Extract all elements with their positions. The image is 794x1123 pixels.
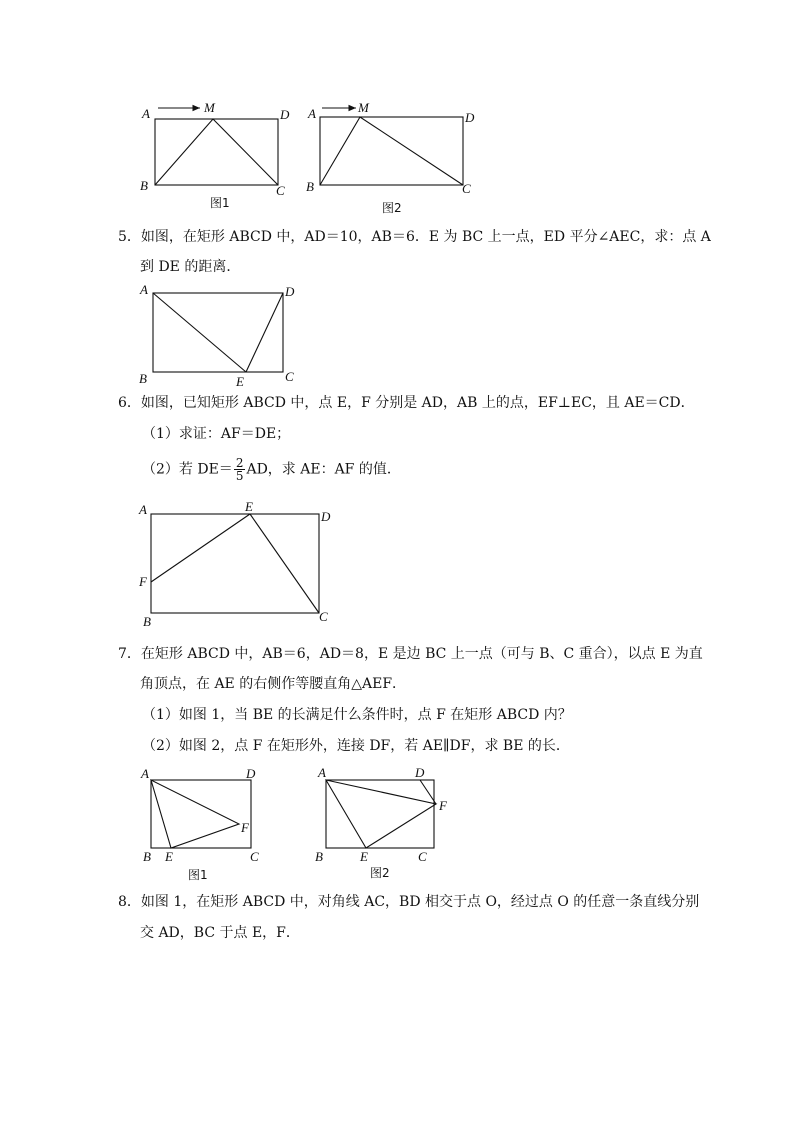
label-e: E [165, 849, 173, 864]
rectangle-abcd [320, 117, 463, 185]
q7-figure-2 [312, 762, 462, 884]
rectangle-abcd [153, 293, 283, 372]
top-figure-1 [130, 96, 300, 216]
label-d: D [321, 509, 331, 524]
label-c: C [285, 369, 294, 384]
label-e: E [360, 849, 368, 864]
label-b: B [143, 614, 151, 629]
q5-line2: 到 DE 的距离． [140, 259, 241, 275]
label-c: C [319, 609, 328, 624]
triangle-bmc [155, 119, 278, 185]
segment-fe [151, 514, 250, 582]
label-b: B [315, 849, 323, 864]
q8-line2: 交 AD，BC 于点 E，F． [140, 925, 300, 941]
q7-figure-1 [138, 762, 268, 884]
rectangle-abcd [151, 514, 319, 613]
label-e: E [245, 499, 253, 514]
label-b: B [140, 178, 148, 193]
q6-part2-before: （2）若 DE＝ [142, 461, 233, 478]
q8-line1: 8．如图 1，在矩形 ABCD 中，对角线 AC，BD 相交于点 O，经过点 O 的任意一条直线分别 [118, 894, 700, 910]
label-f: F [241, 820, 249, 835]
q5-line1: 5．如图，在矩形 ABCD 中，AD＝10，AB＝6．E 为 BC 上一点，ED 平分∠AEC，求：点 A [118, 229, 711, 245]
triangle-aef [326, 780, 436, 848]
label-a: A [140, 282, 148, 297]
label-f: F [439, 798, 447, 813]
label-a: A [139, 502, 147, 517]
q5-figure [136, 282, 306, 390]
label-d: D [285, 284, 295, 299]
segment-ae [153, 293, 246, 372]
q6-part2-after: AD，求 AE：AF 的值． [246, 461, 401, 478]
q7-line2: 角顶点，在 AE 的右侧作等腰直角△AEF． [140, 676, 407, 692]
caption-fig1: 图1 [188, 868, 208, 882]
label-d: D [465, 110, 475, 125]
label-b: B [306, 179, 314, 194]
label-m: M [204, 100, 215, 115]
q7-line1: 7．在矩形 ABCD 中，AB＝6，AD＝8，E 是边 BC 上一点（可与 B、C 重合），以点 E 为直 [118, 646, 703, 662]
label-f: F [139, 574, 147, 589]
q7-part1: （1）如图 1，当 BE 的长满足什么条件时，点 F 在矩形 ABCD 内？ [142, 707, 572, 723]
segment-ec [250, 514, 319, 613]
label-e: E [236, 374, 244, 389]
label-a: A [318, 765, 326, 780]
triangle-aef [151, 780, 239, 848]
label-d: D [280, 107, 290, 122]
label-a: A [308, 106, 316, 121]
fraction-denominator: 5 [235, 469, 244, 483]
q6-figure [136, 500, 346, 632]
label-d: D [415, 765, 425, 780]
top-figure-2 [298, 96, 488, 221]
label-b: B [143, 849, 151, 864]
label-c: C [276, 183, 285, 198]
caption-fig1: 图1 [210, 196, 230, 210]
label-b: B [139, 371, 147, 386]
triangle-bmc [320, 117, 463, 185]
q6-part2 [142, 457, 401, 482]
label-c: C [418, 849, 427, 864]
label-c: C [462, 181, 471, 196]
q6-part1: （1）求证：AF＝DE； [142, 426, 291, 442]
label-m: M [358, 100, 369, 115]
segment-ed [246, 293, 283, 372]
caption-fig2: 图2 [382, 201, 402, 215]
q6-line1: 6．如图，已知矩形 ABCD 中，点 E，F 分别是 AD，AB 上的点，EF⊥EC，且 AE＝CD． [118, 395, 695, 411]
fraction-two-fifths [234, 457, 246, 482]
rectangle-abcd [155, 119, 278, 185]
rectangle-abcd [326, 780, 434, 848]
fraction-numerator: 2 [235, 456, 244, 470]
q7-part2: （2）如图 2，点 F 在矩形外，连接 DF，若 AE∥DF，求 BE 的长． [142, 738, 570, 754]
label-a: A [141, 766, 149, 781]
label-d: D [246, 766, 256, 781]
label-c: C [250, 849, 259, 864]
caption-fig2: 图2 [370, 866, 390, 880]
label-a: A [142, 106, 150, 121]
